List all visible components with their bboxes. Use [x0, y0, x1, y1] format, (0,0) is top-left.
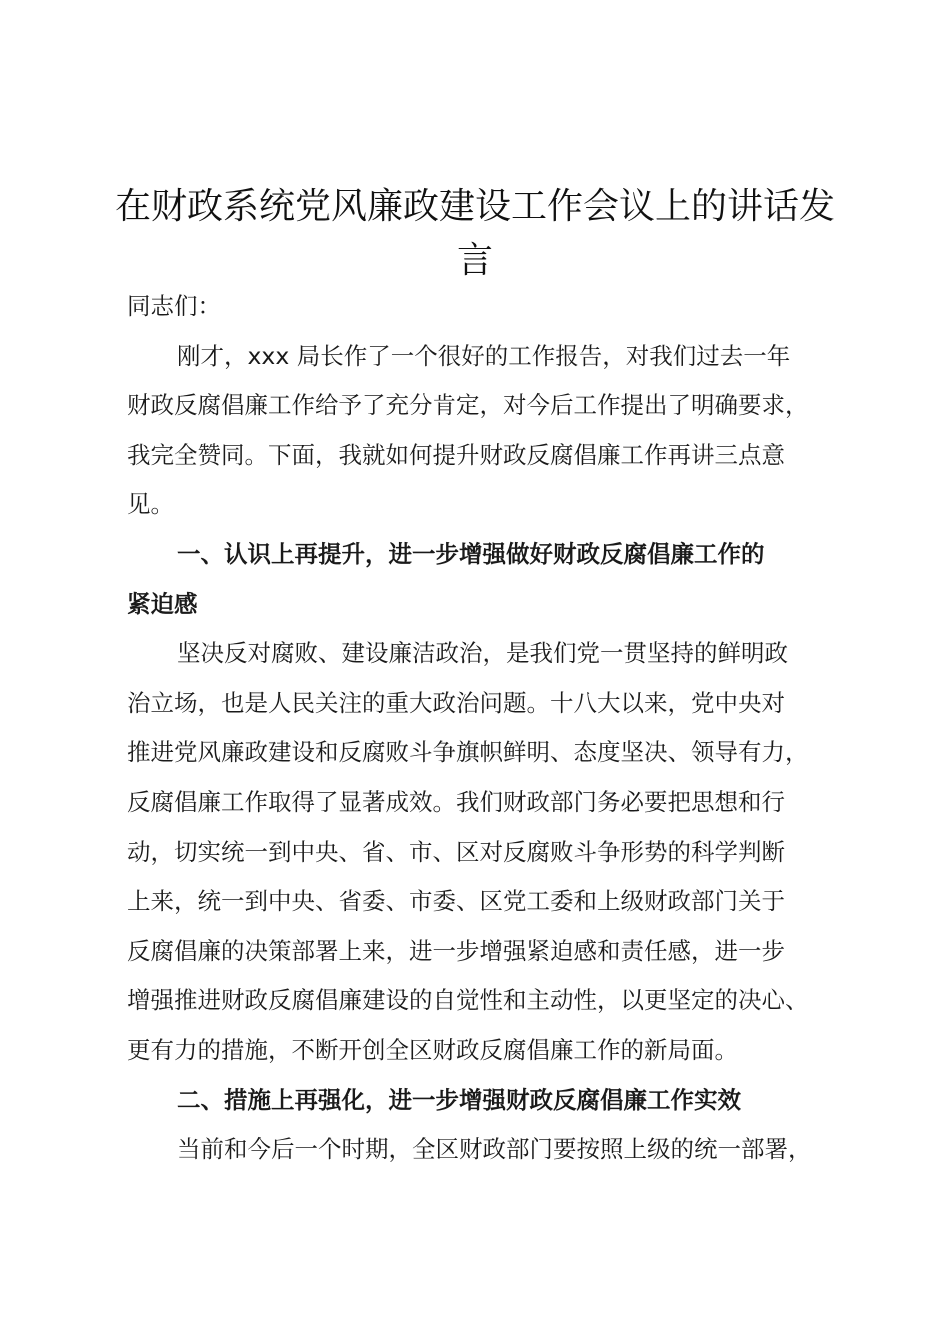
paragraph-line: 我完全赞同。下面，我就如何提升财政反腐倡廉工作再讲三点意 — [127, 440, 785, 469]
title-line-2: 言 — [456, 240, 493, 281]
paragraph-line: 刚才，xxx 局长作了一个很好的工作报告，对我们过去一年 — [177, 341, 791, 370]
document-title — [100, 180, 850, 288]
salutation: 同志们： — [127, 292, 221, 320]
section-heading: 一、认识上再提升，进一步增强做好财政反腐倡廉工作的 — [177, 539, 765, 568]
section-heading: 紧迫感 — [127, 589, 198, 618]
paragraph-line: 当前和今后一个时期，全区财政部门要按照上级的统一部署， — [177, 1135, 812, 1164]
paragraph-line: 财政反腐倡廉工作给予了充分肯定，对今后工作提出了明确要求， — [127, 391, 809, 420]
paragraph-line: 增强推进财政反腐倡廉建设的自觉性和主动性，以更坚定的决心、 — [127, 986, 809, 1015]
paragraph-line: 治立场，也是人民关注的重大政治问题。十八大以来，党中央对 — [127, 688, 785, 717]
section-heading: 二、措施上再强化，进一步增强财政反腐倡廉工作实效 — [177, 1085, 741, 1114]
paragraph-line: 反腐倡廉的决策部署上来，进一步增强紧迫感和责任感，进一步 — [127, 936, 785, 965]
paragraph-line: 动，切实统一到中央、省、市、区对反腐败斗争形势的科学判断 — [127, 837, 785, 866]
title-line-1: 在财政系统党风廉政建设工作会议上的讲话发 — [114, 186, 835, 227]
paragraph-line: 更有力的措施，不断开创全区财政反腐倡廉工作的新局面。 — [127, 1035, 738, 1064]
paragraph-line: 坚决反对腐败、建设廉洁政治，是我们党一贯坚持的鲜明政 — [177, 639, 788, 668]
paragraph-line: 见。 — [127, 490, 174, 519]
document-body — [127, 282, 847, 1175]
paragraph-line: 上来，统一到中央、省委、市委、区党工委和上级财政部门关于 — [127, 887, 785, 916]
paragraph-line: 推进党风廉政建设和反腐败斗争旗帜鲜明、态度坚决、领导有力， — [127, 738, 809, 767]
paragraph-line: 反腐倡廉工作取得了显著成效。我们财政部门务必要把思想和行 — [127, 787, 785, 816]
